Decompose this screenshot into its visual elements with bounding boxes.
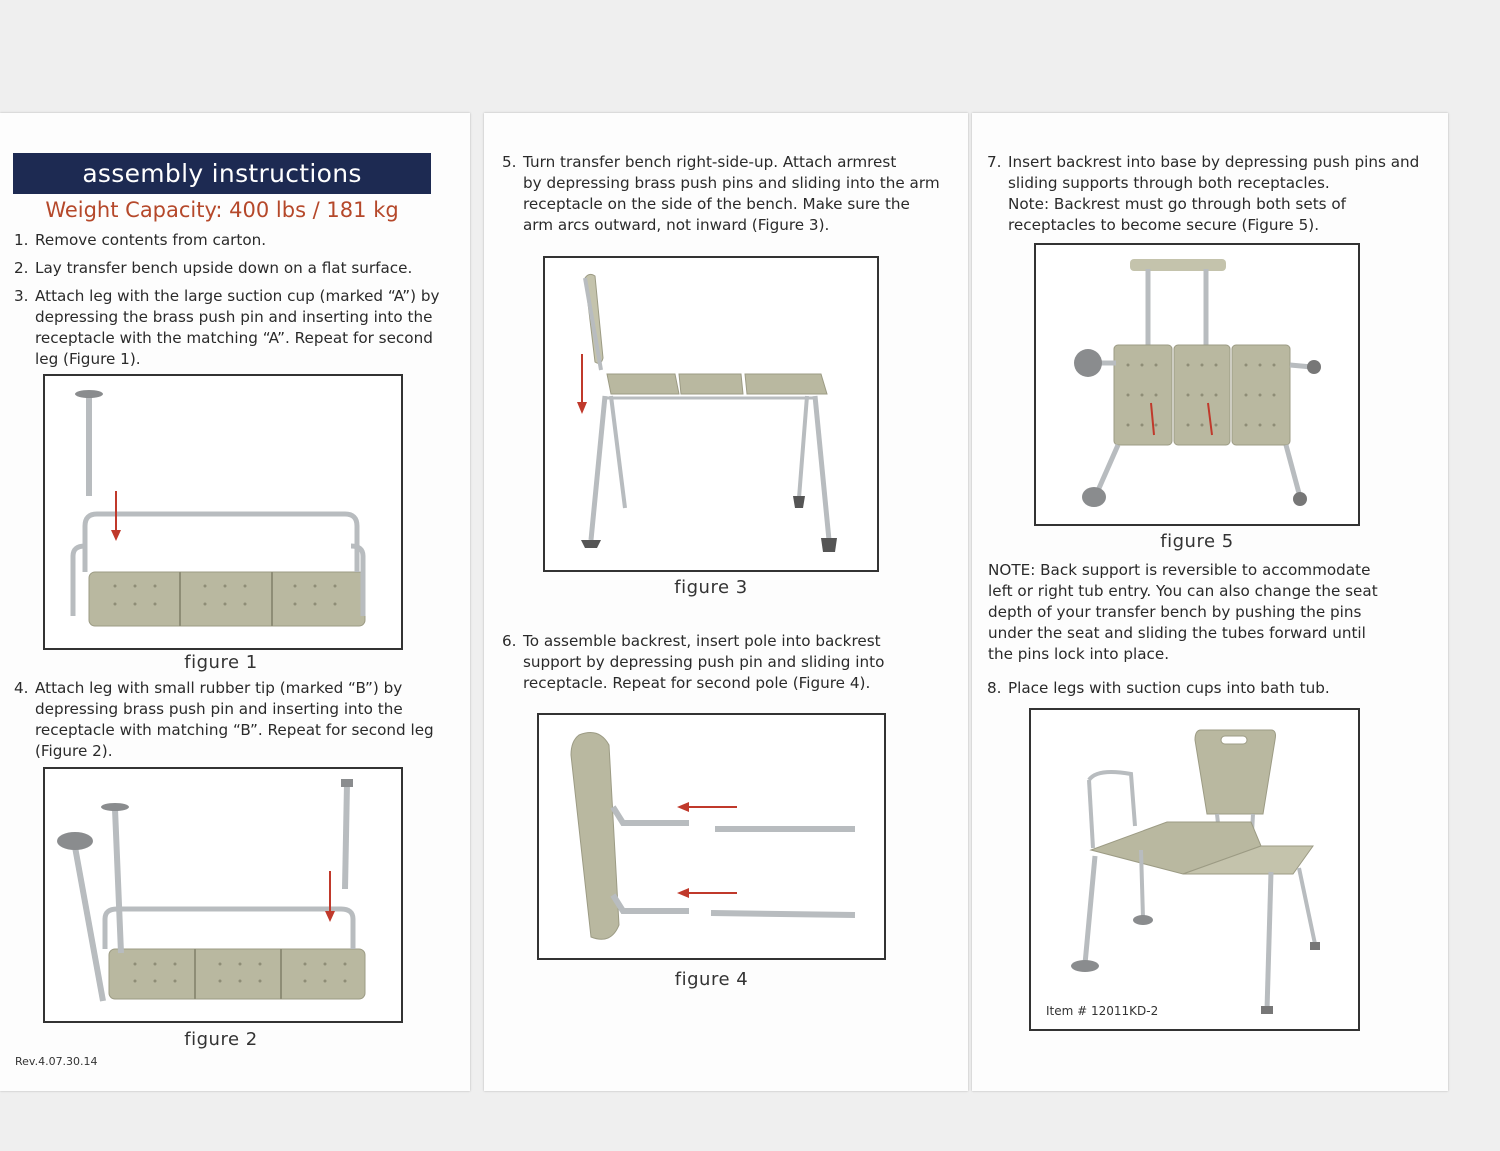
figure-3-image (543, 256, 879, 572)
step-8 (987, 678, 1437, 699)
figure-5-caption: figure 5 (1160, 531, 1234, 552)
figure-2-image (43, 767, 403, 1023)
revision-number: Rev.4.07.30.14 (15, 1055, 98, 1068)
figure-5-image (1034, 243, 1360, 526)
step-number: 8. (987, 679, 1002, 697)
step-number: 3. (14, 287, 29, 305)
step-4 (14, 678, 454, 762)
final-bench-image (1029, 708, 1360, 1031)
step-7 (987, 152, 1437, 236)
step-3 (14, 286, 454, 370)
step-text: Place legs with suction cups into bath tub. (1008, 679, 1330, 697)
figure-1-image (43, 374, 403, 650)
step-text: Turn transfer bench right-side-up. Attach armrest by depressing brass push pins and sliding into the arm receptacle on the side of the bench. Make sure the arm arcs outward, not inward (Figure 3). (523, 153, 940, 234)
step-text: Insert backrest into base by depressing push pins and sliding supports through both receptacles. Note: Backrest must go through both sets of receptacles to become secure (Figure 5). (1008, 153, 1420, 234)
assembly-instructions-banner: assembly instructions (13, 153, 431, 194)
figure-4-caption: figure 4 (674, 969, 749, 990)
step-number: 6. (502, 632, 517, 650)
figure-2-caption: figure 2 (184, 1029, 258, 1050)
step-1 (14, 230, 454, 251)
step-number: 1. (14, 231, 29, 249)
figure-3-caption: figure 3 (674, 577, 748, 598)
reversible-note: NOTE: Back support is reversible to accommodate left or right tub entry. You can also change the seat depth of your transfer bench by pushing the pins under the seat and sliding the tubes forward until the pins lock into place. (988, 561, 1378, 663)
step-text: To assemble backrest, insert pole into backrest support by depressing push pin and sliding into receptacle. Repeat for second pole (Figure 4). (523, 632, 885, 692)
step-number: 4. (14, 679, 29, 697)
step-number: 2. (14, 259, 29, 277)
step-number: 7. (987, 153, 1002, 171)
step-number: 5. (502, 153, 517, 171)
item-number-label: Item # 12011KD-2 (1046, 1004, 1159, 1018)
step-2 (14, 258, 454, 279)
step-text: Attach leg with the large suction cup (marked “A”) by depressing the brass push pin and inserting into the receptacle with the matching “A”. Repeat for second leg (Figure 1). (35, 287, 440, 368)
step-6 (502, 631, 952, 695)
step-text: Lay transfer bench upside down on a flat surface. (35, 259, 413, 277)
step-text: Attach leg with small rubber tip (marked “B”) by depressing brass push pin and inserting into the receptacle with matching “B”. Repeat for second leg (Figure 2). (35, 679, 434, 760)
weight-capacity: Weight Capacity: 400 lbs / 181 kg (45, 198, 399, 222)
figure-4-image (537, 713, 886, 960)
step-text: Remove contents from carton. (35, 231, 267, 249)
figure-1-caption: figure 1 (184, 652, 258, 673)
step-5 (502, 152, 952, 236)
